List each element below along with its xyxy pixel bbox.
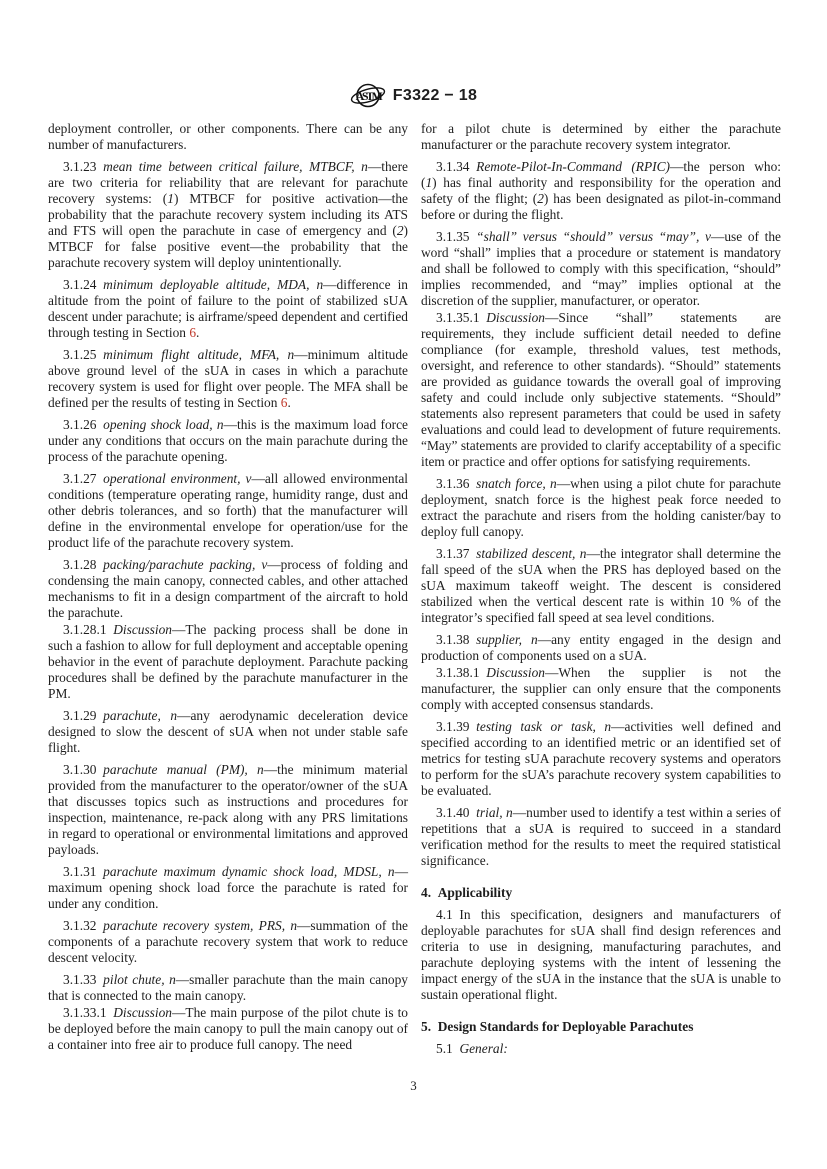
body-text: —The main purpose of the pilot chute is to be deployed before the main canopy to pull the main canopy out of a container into free air to produce full canopy. The need [48, 1005, 408, 1052]
term-text: Discussion [113, 1005, 172, 1020]
heading-5-design-standards [421, 1019, 781, 1035]
term-text: mean time between critical failure, MTBCF, n [103, 159, 368, 174]
para-4-1 [421, 907, 781, 1003]
body-text: —The packing process shall be done in such a fashion to allow for full deployment and acceptable opening behavior in the event of parachute deployment. Parachute packing procedures shall be defined by the parachute manufacturer in the PM. [48, 622, 408, 701]
para-3-1-31-mdsl [48, 864, 408, 912]
term-text: 1 [167, 191, 174, 206]
body-text: —any aerodynamic deceleration device designed to slow the descent of sUA when not under stable safe flight. [48, 708, 408, 755]
body-text: —maximum opening shock load force the parachute is rated for under any condition. [48, 864, 408, 911]
body-text: 3.1.38.1 [436, 665, 487, 680]
body-text: 3.1.31 [63, 864, 104, 879]
body-text: 3.1.35.1 [436, 310, 487, 325]
para-3-1-35-1-discussion [421, 310, 781, 470]
document-body [48, 121, 781, 1057]
body-text: —any entity engaged in the design and production of components used on a sUA. [421, 632, 781, 663]
term-text: packing/parachute packing, v [103, 557, 268, 572]
svg-text:ASTM: ASTM [355, 89, 381, 103]
body-text: 5.1 [436, 1041, 460, 1056]
term-text: 2 [537, 191, 544, 206]
para-3-1-25-mfa [48, 347, 408, 411]
para-3-1-29-parachute [48, 708, 408, 756]
body-text: ) MTBCF for false positive event—the probability that the parachute recovery system will deploy unintentionally. [48, 223, 408, 270]
term-text: Discussion [486, 310, 545, 325]
body-text: —the minimum material provided from the manufacturer to the operator/owner of the sUA that discusses topics such as instructions and procedures for inspection, maintenance, re-pack along with any PRS limitations in regard to operational or environmental limitations and approved payloads. [48, 762, 409, 857]
body-text: —minimum altitude above ground level of the sUA in cases in which a parachute recovery system is used for flight over people. The MFA shall be defined per the results of testing in Section [48, 347, 408, 410]
body-text: . [196, 325, 200, 340]
body-text: —smaller parachute than the main canopy that is connected to the main canopy. [48, 972, 408, 1003]
body-text: —When the supplier is not the manufacturer, the supplier can only ensure that the components comply with accepted consensus standards. [421, 665, 781, 712]
body-text: 3.1.26 [63, 417, 104, 432]
heading-text: 5. Design Standards for Deployable Parachutes [421, 1019, 694, 1034]
term-text: “shall” versus “should” versus “may”, v [476, 229, 711, 244]
para-3-1-40-trial [421, 805, 781, 869]
section-reference-link[interactable]: 6 [280, 395, 288, 410]
astm-logo-icon [350, 82, 386, 109]
para-3-1-33-1-discussion [48, 1005, 408, 1053]
para-3-1-39-testing-task [421, 719, 781, 799]
heading-4-applicability [421, 885, 781, 901]
body-text: ) MTBCF for positive activation—the probability that the parachute recovery system including its ATS and FTS will open the parachute in case of emergency and ( [48, 191, 409, 238]
body-text: —number used to identify a test within a series of repetitions that a sUA is required to succeed in a standard verification method for the results to meet the required statistical significance. [421, 805, 781, 868]
para-3-1-23-mtbcf [48, 159, 408, 271]
term-text: parachute manual (PM), n [103, 762, 264, 777]
para-continuation-pilot-chute [421, 121, 781, 153]
term-text: Discussion [113, 622, 172, 637]
body-text: 3.1.29 [63, 708, 104, 723]
term-text: parachute maximum dynamic shock load, MDSL, n [103, 864, 395, 879]
term-text: 1 [425, 175, 433, 190]
body-text: 4.1 In this specification, designers and manufacturers of deployable parachutes for sUA shall find design references and criteria to use in designing, manufacturing parachutes, and parachute deploying systems with the intent of lessening the impact energy of the sUA in the instance that the sUA is unable to sustain operational flight. [421, 907, 781, 1002]
para-3-1-37-stabilized-descent [421, 546, 781, 626]
body-text: 3.1.28 [63, 557, 104, 572]
para-3-1-28-packing [48, 557, 408, 621]
body-text: —when using a pilot chute for parachute deployment, snatch force is the highest peak force needed to extract the parachute and risers from the holding canister/bay to deploy full canopy. [421, 476, 781, 539]
page-number: 3 [410, 1078, 417, 1093]
body-text: . [287, 395, 291, 410]
body-text: —this is the maximum load force under any conditions that occurs on the main parachute during the process of the parachute opening. [48, 417, 408, 464]
body-text: 3.1.34 [436, 159, 477, 174]
term-text: minimum flight altitude, MFA, n [103, 347, 295, 362]
term-text: stabilized descent, n [476, 546, 587, 561]
para-3-1-38-supplier [421, 632, 781, 664]
body-text: —the person who: ( [421, 159, 781, 190]
body-text: 3.1.39 [436, 719, 477, 734]
term-text: minimum deployable altitude, MDA, n [103, 277, 324, 292]
term-text: opening shock load, n [103, 417, 224, 432]
para-3-1-24-mda [48, 277, 408, 341]
body-text: 3.1.33.1 [63, 1005, 114, 1020]
body-text: 3.1.35 [436, 229, 477, 244]
body-text: 3.1.37 [436, 546, 477, 561]
body-text: 3.1.33 [63, 972, 104, 987]
para-3-1-27-operational-environment [48, 471, 408, 551]
term-text: Discussion [486, 665, 545, 680]
body-text: —process of folding and condensing the main canopy, connected cables, and other attached mechanisms to fit in a design compartment of the aircraft to hold the parachute. [48, 557, 408, 620]
term-text: parachute recovery system, PRS, n [103, 918, 298, 933]
body-text: —there are two criteria for reliability that are relevant for parachute recovery systems: ( [48, 159, 408, 206]
body-text: —all allowed environmental conditions (temperature operating range, humidity range, dust and other debris tolerances, and so forth) that the manufacturer will define in the environmental envelope for operation/use for the product life of the parachute recovery system. [48, 471, 408, 550]
body-text: 3.1.23 [63, 159, 104, 174]
body-text: for a pilot chute is determined by either the parachute manufacturer or the parachute recovery system integrator. [421, 121, 781, 152]
para-3-1-34-rpic [421, 159, 781, 223]
body-text: —activities well defined and specified according to an identified metric or an identified set of metrics for testing sUA parachute recovery systems and operators to perform for the sUA’s parachute recovery system capabilities to be evaluated. [421, 719, 781, 798]
para-3-1-30-parachute-manual [48, 762, 408, 858]
body-text: ) has final authority and responsibility for the operation and safety of the flight; ( [421, 175, 781, 206]
para-3-1-28-1-discussion [48, 622, 408, 702]
body-text: deployment controller, or other components. There can be any number of manufacturers. [48, 121, 408, 152]
body-text: —use of the word “shall” implies that a procedure or statement is mandatory and shall be followed to comply with this specification, “should” implies recommended, and “may” implies optional at the discretion of the supplier, manufacturer, or operator. [421, 229, 781, 308]
body-text: —difference in altitude from the point of failure to the point of stabilized sUA descent under parachute; is airframe/speed dependent and certified through testing in Section [48, 277, 408, 340]
term-text: supplier, n [476, 632, 538, 647]
body-text: —the integrator shall determine the fall speed of the sUA when the PRS has deployed based on the sUA maximum takeoff weight. The descent is considered stabilized when the vertical descent rate is within 10 % of the integrator’s specified fall speed at sea level conditions. [421, 546, 781, 625]
body-text: 3.1.27 [63, 471, 104, 486]
right-column [421, 121, 781, 1057]
para-3-1-38-1-discussion [421, 665, 781, 713]
term-text: operational environment, v [103, 471, 252, 486]
heading-text: 4. Applicability [421, 885, 513, 900]
body-text: 3.1.25 [63, 347, 104, 362]
section-reference-link[interactable]: 6 [189, 325, 197, 340]
body-text: —summation of the components of a parachute recovery system that work to reduce descent velocity. [48, 918, 408, 965]
para-3-1-36-snatch-force [421, 476, 781, 540]
term-text: pilot chute, n [103, 972, 176, 987]
para-3-1-32-prs [48, 918, 408, 966]
para-continuation-manufacturers [48, 121, 408, 153]
term-text: 2 [396, 223, 404, 238]
body-text: ) has been designated as pilot-in-command before or during the flight. [421, 191, 781, 222]
term-text: General: [459, 1041, 508, 1056]
para-3-1-35-shall-should-may [421, 229, 781, 309]
left-column [48, 121, 408, 1057]
para-3-1-26-opening-shock-load [48, 417, 408, 465]
body-text: 3.1.28.1 [63, 622, 114, 637]
body-text: 3.1.38 [436, 632, 477, 647]
term-text: testing task or task, n [476, 719, 612, 734]
term-text: trial, n [476, 805, 513, 820]
body-text: 3.1.30 [63, 762, 104, 777]
term-text: Remote-Pilot-In-Command (RPIC) [476, 159, 670, 174]
page-header [0, 82, 827, 109]
page-footer [0, 1078, 827, 1094]
body-text: 3.1.32 [63, 918, 104, 933]
para-5-1-general [421, 1041, 781, 1057]
body-text: 3.1.36 [436, 476, 477, 491]
para-3-1-33-pilot-chute [48, 972, 408, 1004]
body-text: —Since “shall” statements are requirements, they include sufficient detail needed to define compliance (for example, threshold values, test methods, oversight, and reference to other standards). “Should” statements are provided as guidance towards the overall goal of improving safety and could include only subjective statements. “Should” statements also represent parameters that could be used in safety evaluations and could lead to development of future requirements. “May” statements are provided to clarify acceptability of a specific item or practice and offer options for satisfying requirements. [421, 310, 781, 469]
term-text: snatch force, n [476, 476, 557, 491]
body-text: 3.1.24 [63, 277, 104, 292]
term-text: parachute, n [103, 708, 178, 723]
body-text: 3.1.40 [436, 805, 477, 820]
document-number: F3322 − 18 [392, 86, 478, 104]
